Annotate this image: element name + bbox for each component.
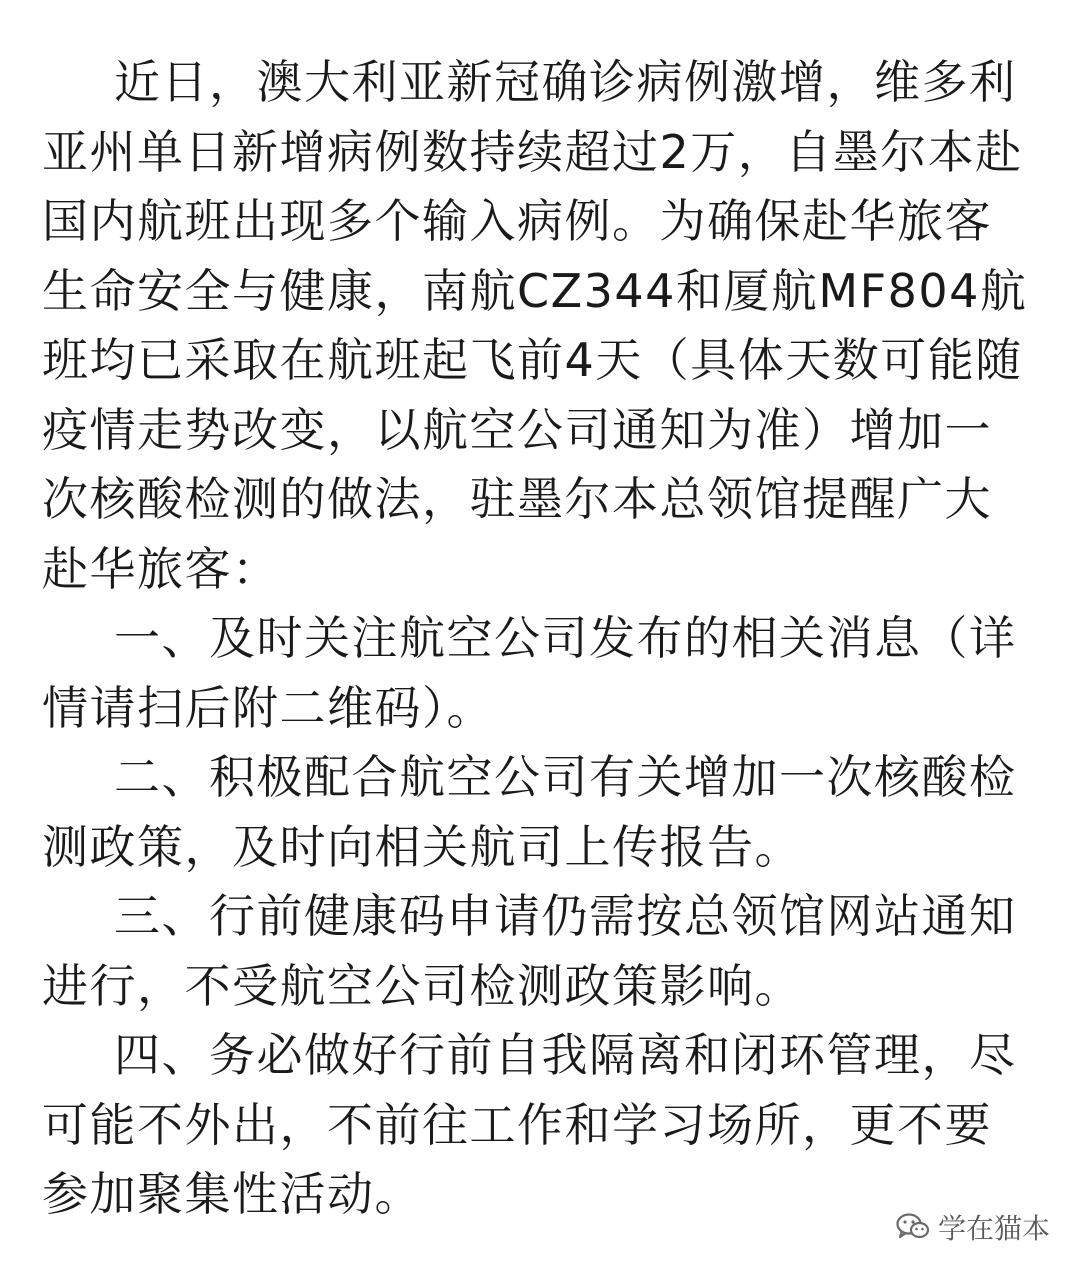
paragraph-item-1 bbox=[42, 604, 1038, 743]
paragraph-intro bbox=[42, 48, 1038, 604]
text-line: 国内航班出现多个输入病例。为确保赴华旅客 bbox=[42, 194, 992, 248]
text-line: 次核酸检测的做法，驻墨尔本总领馆提醒广大 bbox=[42, 472, 992, 526]
notice-document bbox=[42, 48, 1038, 1230]
text-line: 生命安全与健康，南航CZ344和厦航MF804航 bbox=[42, 263, 1028, 318]
text-line: 三、行前健康码申请仍需按总领馆网站通知 bbox=[114, 889, 1017, 943]
text-line: 亚州单日新增病例数持续超过2万，自墨尔本赴 bbox=[42, 124, 1023, 179]
text-line: 疫情走势改变，以航空公司通知为准）增加一 bbox=[42, 402, 992, 457]
text-line: 一、及时关注航空公司发布的相关消息（详 bbox=[114, 611, 1017, 665]
watermark-text: 学在猫本 bbox=[938, 1212, 1051, 1245]
paragraph-item-4 bbox=[42, 1021, 1038, 1230]
text-line: 测政策，及时向相关航司上传报告。 bbox=[42, 819, 802, 874]
text-line: 班均已采取在航班起飞前4天（具体天数可能随 bbox=[42, 333, 1023, 387]
text-line: 赴华旅客： bbox=[42, 541, 280, 596]
watermark bbox=[896, 1202, 1050, 1252]
text-line: 情请扫后附二维码）。 bbox=[42, 680, 494, 735]
paragraph-item-3 bbox=[42, 882, 1038, 1021]
text-line: 四、务必做好行前自我隔离和闭环管理，尽 bbox=[114, 1028, 1017, 1082]
text-line: 近日，澳大利亚新冠确诊病例激增，维多利 bbox=[114, 55, 1017, 109]
text-line: 可能不外出，不前往工作和学习场所，更不要 bbox=[42, 1097, 992, 1152]
wechat-icon bbox=[896, 1212, 930, 1242]
text-line: 参加聚集性活动。 bbox=[42, 1167, 422, 1221]
text-line: 进行，不受航空公司检测政策影响。 bbox=[42, 958, 802, 1013]
text-line: 二、积极配合航空公司有关增加一次核酸检 bbox=[114, 750, 1017, 804]
paragraph-item-2 bbox=[42, 743, 1038, 882]
